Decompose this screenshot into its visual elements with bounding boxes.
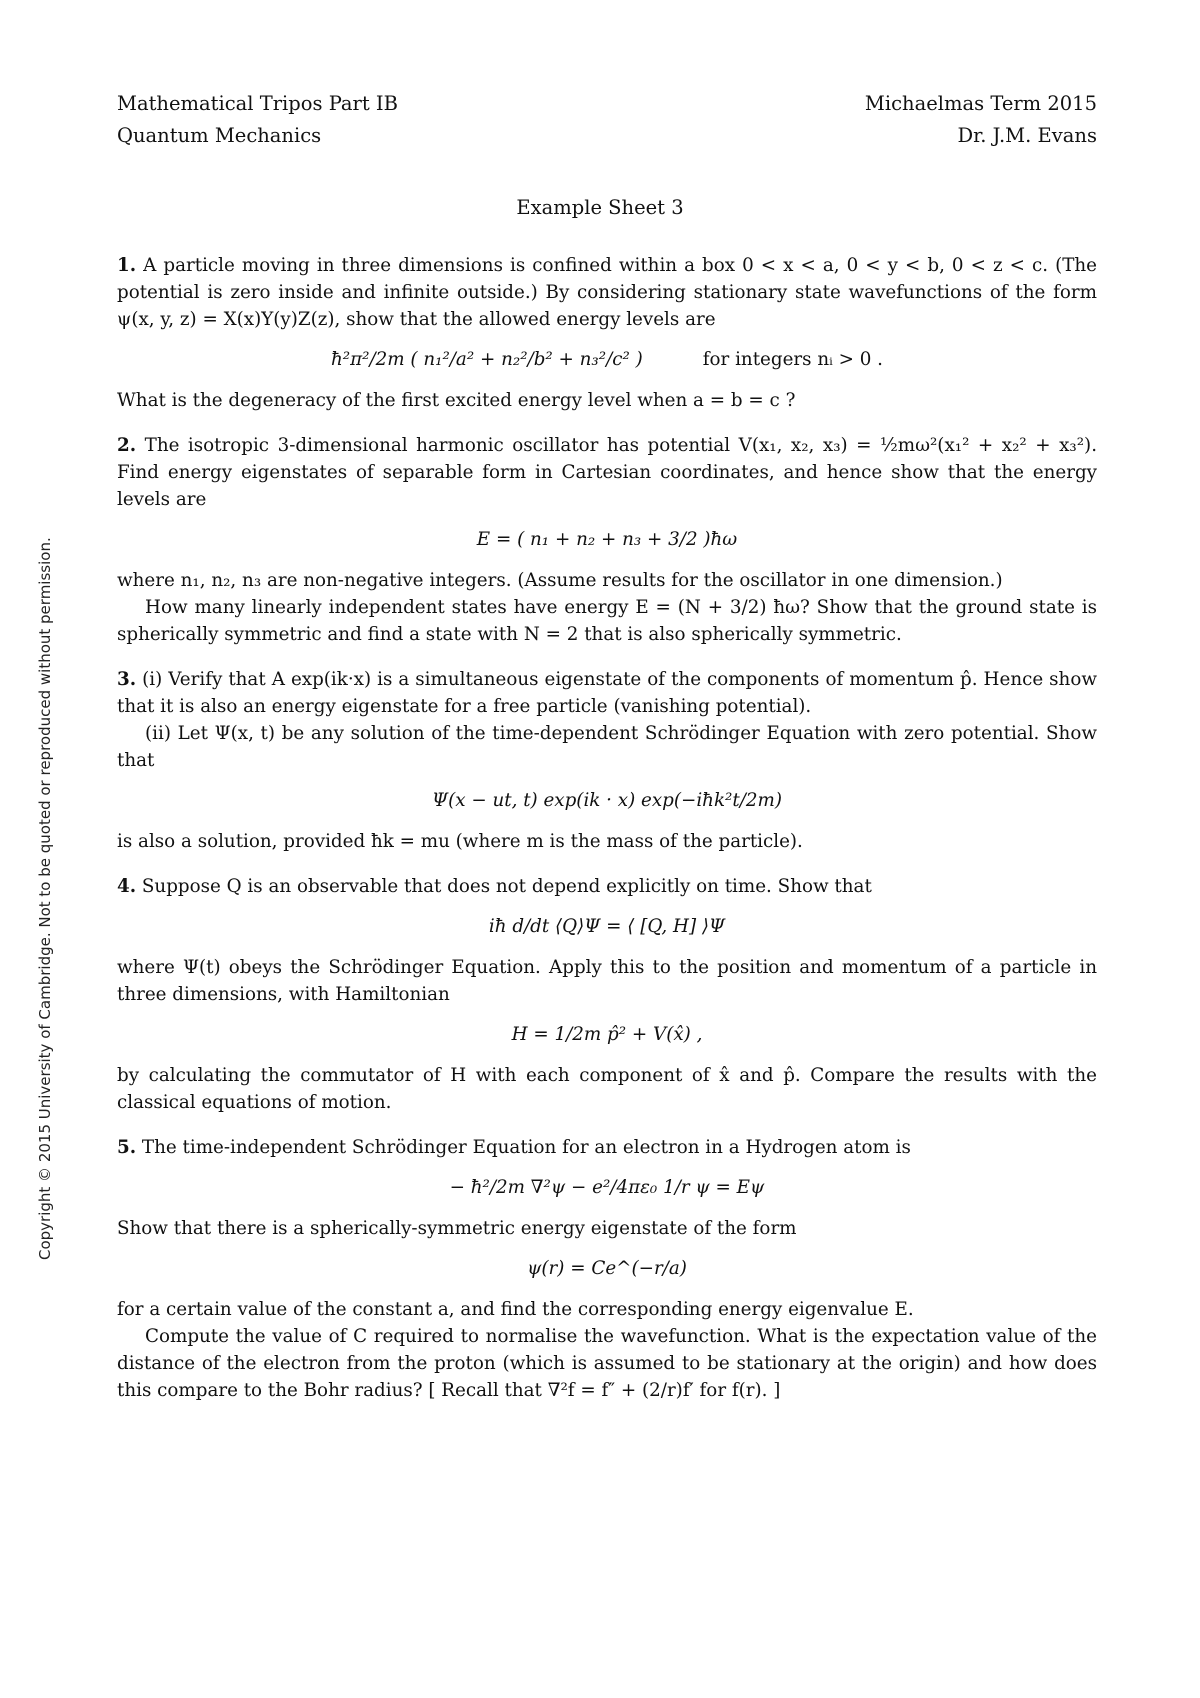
- question-text: for a certain value of the constant a, and find the corresponding energy eigenvalue E.: [117, 1299, 914, 1320]
- equation-ehrenfest: iħ d/dt ⟨Q⟩Ψ = ⟨ [Q, H] ⟩Ψ: [488, 916, 726, 937]
- question-text: by calculating the commutator of H with each component of x̂ and p̂. Compare the results with the classical equations of motion.: [117, 1065, 1097, 1113]
- question-number: 2.: [117, 435, 137, 456]
- question-1: [117, 252, 1097, 333]
- question-5: [117, 1134, 1097, 1161]
- equation-galilean-boost: Ψ(x − ut, t) exp(ik · x) exp(−iħk²t/2m): [432, 790, 782, 811]
- equation: ħ²π²/2m ( n₁²/a² + n₂²/b² + n₃²/c² ): [331, 349, 643, 370]
- spacer: [117, 648, 1097, 666]
- question-number: 5.: [117, 1137, 137, 1158]
- question-text: Suppose Q is an observable that does not depend explicitly on time. Show that: [141, 876, 872, 897]
- spacer: [117, 414, 1097, 432]
- copyright-side-note: Copyright © 2015 University of Cambridge. Not to be quoted or reproduced without permission.: [36, 537, 54, 1260]
- question-text: is also a solution, provided ħk = mu (where m is the mass of the particle).: [117, 831, 803, 852]
- equation-hydrogen-schrodinger: − ħ²/2m ∇²ψ − e²/4πε₀ 1/r ψ = Eψ: [449, 1177, 765, 1198]
- header: [117, 88, 1097, 152]
- question-2: [117, 432, 1097, 513]
- question-text: Compute the value of C required to normalise the wavefunction. What is the expectation value of the distance of the electron from the proton (which is assumed to be stationary at the origin) and how does this compare to the Bohr radius? [ Recall that ∇²f = f″ + (2/r)f′ for f(r). ]: [117, 1326, 1097, 1401]
- question-4: [117, 873, 1097, 900]
- sheet-title: Example Sheet 3: [516, 196, 684, 219]
- question-text: A particle moving in three dimensions is confined within a box 0 < x < a, 0 < y < b, 0 < z < c. (The potential is zero inside and infinite outside.) By considering stationary state wavefunctions of the form ψ(x, y, z) = X(x)Y(y)Z(z), show that the allowed energy levels are: [117, 255, 1097, 330]
- subject-name: Quantum Mechanics: [117, 124, 322, 147]
- equation-energy-levels-box: [117, 345, 1097, 375]
- question-text: where n₁, n₂, n₃ are non-negative integers. (Assume results for the oscillator in one dimension.): [117, 570, 1003, 591]
- question-text: How many linearly independent states have energy E = (N + 3/2) ħω? Show that the ground state is spherically symmetric and find a state with N = 2 that is also spherically symmetric.: [117, 597, 1097, 645]
- course-name: Mathematical Tripos Part IB: [117, 92, 398, 115]
- question-text: What is the degeneracy of the first excited energy level when a = b = c ?: [117, 390, 796, 411]
- question-text: The time-independent Schrödinger Equation for an electron in a Hydrogen atom is: [141, 1137, 911, 1158]
- question-number: 3.: [117, 669, 137, 690]
- question-text: The isotropic 3-dimensional harmonic oscillator has potential V(x₁, x₂, x₃) = ½mω²(x₁² + x₂² + x₃²). Find energy eigenstates of separable form in Cartesian coordinates, and hence show that the energy levels are: [117, 435, 1098, 510]
- question-3: [117, 666, 1097, 720]
- equation-hamiltonian: H = 1/2m p̂² + V(x̂) ,: [511, 1024, 703, 1045]
- questions: [117, 252, 1097, 1404]
- equation-condition: for integers nᵢ > 0 .: [702, 349, 883, 370]
- header-row-1: [117, 88, 1097, 120]
- question-number: 1.: [117, 255, 137, 276]
- question-number: 4.: [117, 876, 137, 897]
- equation-ground-state: ψ(r) = Ce^(−r/a): [527, 1258, 687, 1279]
- spacer: [117, 855, 1097, 873]
- lecturer-name: Dr. J.M. Evans: [957, 124, 1097, 147]
- header-row-2: [117, 120, 1097, 152]
- equation-oscillator-energy: E = ( n₁ + n₂ + n₃ + 3/2 )ħω: [476, 529, 738, 550]
- question-text: (i) Verify that A exp(ik·x) is a simultaneous eigenstate of the components of momentum p̂. Hence show that it is also an energy eigenstate for a free particle (vanishing potential).: [117, 669, 1097, 717]
- term-name: Michaelmas Term 2015: [864, 92, 1097, 115]
- question-text: (ii) Let Ψ(x, t) be any solution of the time-dependent Schrödinger Equation with zero potential. Show that: [117, 723, 1097, 771]
- spacer: [117, 1116, 1097, 1134]
- question-text: Show that there is a spherically-symmetric energy eigenstate of the form: [117, 1218, 797, 1239]
- question-text: where Ψ(t) obeys the Schrödinger Equation. Apply this to the position and momentum of a particle in three dimensions, with Hamiltonian: [117, 957, 1097, 1005]
